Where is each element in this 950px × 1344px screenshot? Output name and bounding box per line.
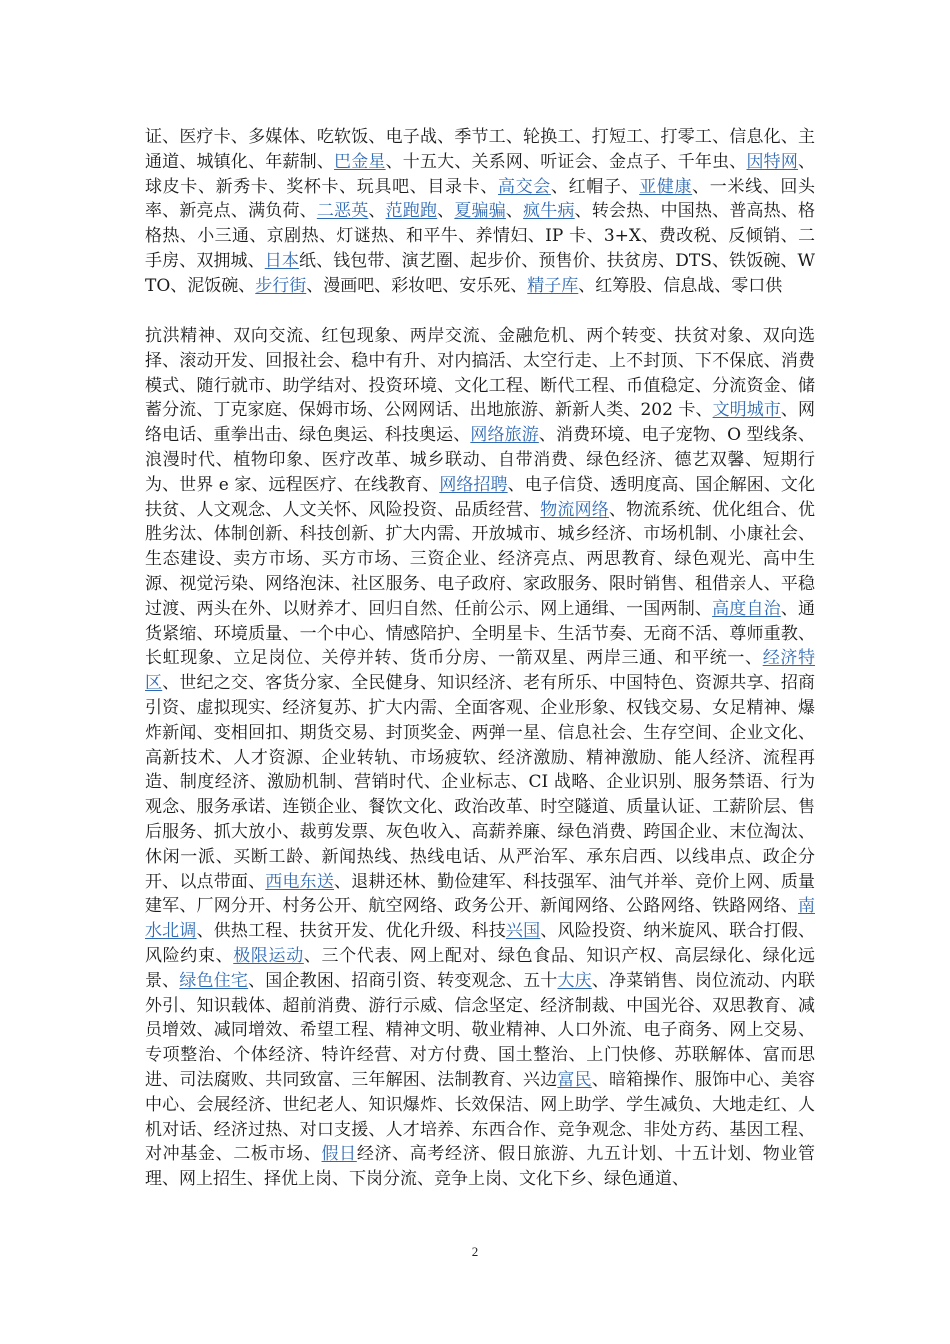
text-run: 、网络电话、重拳出击、绿色奥运、科技奥运、 (145, 400, 816, 446)
hyperlink[interactable]: 巴金星 (334, 151, 386, 172)
text-run: 、国企教困、招商引资、转变观念、五十 (248, 970, 558, 991)
text-run: 、三个代表、网上配对、绿色食品、知识产权、高层绿化、绿化远景、 (145, 945, 816, 991)
hyperlink[interactable]: 网络旅游 (470, 425, 539, 446)
text-run: 、风险投资、纳米旋风、联合打假、风险约束、 (145, 921, 816, 966)
text-run: 、物流系统、优化组合、优胜劣汰、体制创新、科技创新、扩大内需、开放城市、城乡经济、市场机制、小康社会、生态建设、卖方市场、买方市场、三资企业、经济亮点、两思教育、绿色观光、高中生源、视觉污染、网络泡沫、社区服务、电子政府、家政服务、限时销售、租借亲人、平稳过渡、两头在外、以财养才、回归自然、任前公示、网上通缉、一国两制、 (145, 499, 816, 619)
hyperlink[interactable]: 极限运动 (233, 945, 304, 966)
text-run: 、世纪之交、客货分家、全民健身、知识经济、老有所乐、中国特色、资源共享、招商引资、虚拟现实、经济复苏、扩大内需、全面客观、企业形象、权钱交易、女足精神、爆炸新闻、变相回扣、期货交易、封顶奖金、两弹一星、信息社会、生存空间、企业文化、高新技术、人才资源、企业转轨、市场疲软、经济激励、精神激励、能人经济、流程再造、制度经济、激励机制、营销时代、企业标志、CI 战略、企业识别、服务禁语、行为观念、服务承诺、连锁企业、餐饮文化、政治改革、时空隧道、质量认证、工薪阶层、售后服务、抓大放小、裁剪发票、灰色收入、高薪养廉、绿色消费、跨国企业、末位淘汰、休闲一派、买断工龄、新闻热线、热线电话、从严治军、承东启西、以线串点、政企分开、以点带面、 (145, 673, 816, 892)
text-run: 、球皮卡、新秀卡、奖杯卡、玩具吧、目录卡、 (145, 151, 816, 197)
text-run: 、电子信贷、透明度高、国企解困、文化扶贫、人文观念、人文关怀、风险投资、品质经营、 (145, 474, 816, 520)
text-run: 、红帽子、 (550, 176, 640, 197)
text-run: 、退耕还林、勤俭建军、科技强军、油气并举、竞价上网、质量建军、厂网分开、村务公开、航空网络、政务公开、新闻网络、公路网络、铁路网络、 (145, 871, 816, 917)
hyperlink[interactable]: 文明城市 (712, 400, 781, 421)
page-number: 2 (471, 1244, 479, 1259)
text-run: 抗洪精神、双向交流、红包现象、两岸交流、金融危机、两个转变、扶贫对象、双向选择、滚动开发、回报社会、稳中有升、对内搞活、太空行走、上不封顶、下不保底、消费模式、随行就市、助学结对、投资环境、文化工程、断代工程、币值稳定、分流资金、储蓄分流、丁克家庭、保姆市场、公网网话、出地旅游、新新人类、202 卡、 (145, 326, 815, 421)
hyperlink[interactable]: 高交会 (497, 176, 551, 197)
text-run: 、供热工程、扶贫开发、优化升级、科技 (196, 921, 506, 942)
hyperlink[interactable]: 步行街 (255, 275, 307, 296)
text-run: 、漫画吧、彩妆吧、安乐死、 (306, 275, 528, 296)
hyperlink[interactable]: 经济特区 (145, 648, 816, 694)
hyperlink[interactable]: 大庆 (557, 970, 592, 991)
hyperlink[interactable]: 假日 (321, 1144, 357, 1165)
text-run: 、通货紧缩、环境质量、一个中心、情感陪护、全明星卡、生活节奏、无商不活、尊师重教、长虹现象、立足岗位、关停并转、货币分房、一箭双星、两岸三通、和平统一、 (145, 598, 816, 669)
text-run: 纸、钱包带、演艺圈、起步价、预售价、扶贫房、DTS、铁饭碗、WTO、泥饭碗、 (145, 250, 816, 296)
hyperlink[interactable]: 富民 (557, 1069, 592, 1090)
text-run: 、消费环境、电子宠物、O 型线条、浪漫时代、植物印象、医疗改革、城乡联动、自带消费、绿色经济、德艺双馨、短期行为、世界 e 家、远程医疗、在线教育、 (145, 425, 816, 495)
text-run: 经济、高考经济、假日旅游、九五计划、十五计划、物业管理、网上招生、择优上岗、下岗分流、竞争上岗、文化下乡、绿色通道、 (145, 1144, 816, 1190)
hyperlink[interactable]: 高度自治 (712, 598, 781, 619)
hyperlink[interactable]: 二恶英 (316, 201, 369, 222)
hyperlink[interactable]: 范跑跑 (385, 201, 438, 222)
hyperlink[interactable]: 绿色住宅 (179, 970, 249, 991)
text-run: 、暗箱操作、服饰中心、美容中心、会展经济、世纪老人、知识爆炸、长效保洁、网上助学、学生减负、大地走红、人机对话、经济过热、对口支援、人才培养、东西合作、竞争观念、非处方药、基因工程、对冲基金、二板市场、 (145, 1069, 816, 1165)
text-run: 、红筹股、信息战、零口供 (578, 275, 783, 296)
hyperlink[interactable]: 兴国 (505, 921, 541, 942)
hyperlink[interactable]: 网络招聘 (439, 474, 508, 495)
text-run: 、 (437, 201, 455, 222)
hyperlink[interactable]: 精子库 (527, 275, 579, 296)
text-run: 、净菜销售、岗位流动、内联外引、知识载体、超前消费、游行示威、信念坚定、经济制裁、中国光谷、双思教育、减员增效、减同增效、希望工程、精神文明、敬业精神、人口外流、电子商务、网上交易、专项整治、个体经济、特许经营、对方付费、国土整治、上门快修、苏联解体、富而思进、司法腐败、共同致富、三年解困、法制教育、兴边 (145, 970, 816, 1090)
text-run: 、 (505, 201, 524, 222)
hyperlink[interactable]: 亚健康 (639, 176, 693, 197)
hyperlink[interactable]: 西电东送 (265, 871, 335, 892)
hyperlink[interactable]: 南水北调 (145, 896, 815, 942)
hyperlink[interactable]: 夏骗骗 (454, 201, 506, 222)
hyperlink[interactable]: 因特网 (746, 151, 799, 172)
text-run: 、 (368, 201, 386, 222)
hyperlink[interactable]: 日本 (264, 250, 299, 271)
paragraph-2 (145, 324, 815, 1192)
hyperlink[interactable]: 物流网络 (540, 499, 609, 520)
paragraph-1 (145, 125, 815, 299)
text-run: 、一米线、回头率、新亮点、满负荷、 (145, 176, 816, 222)
text-run: 、十五大、关系网、听证会、金点子、千年虫、 (385, 151, 747, 172)
text-run: 证、医疗卡、多媒体、吃软饭、电子战、季节工、轮换工、打短工、打零工、信息化、主通道、城镇化、年薪制、 (145, 127, 815, 172)
hyperlink[interactable]: 疯牛病 (523, 201, 575, 222)
text-run: 、转会热、中国热、普高热、格格热、小三通、京剧热、灯谜热、和平牛、养情妇、IP 卡、3+X、费改税、反倾销、二手房、双拥城、 (145, 201, 816, 271)
